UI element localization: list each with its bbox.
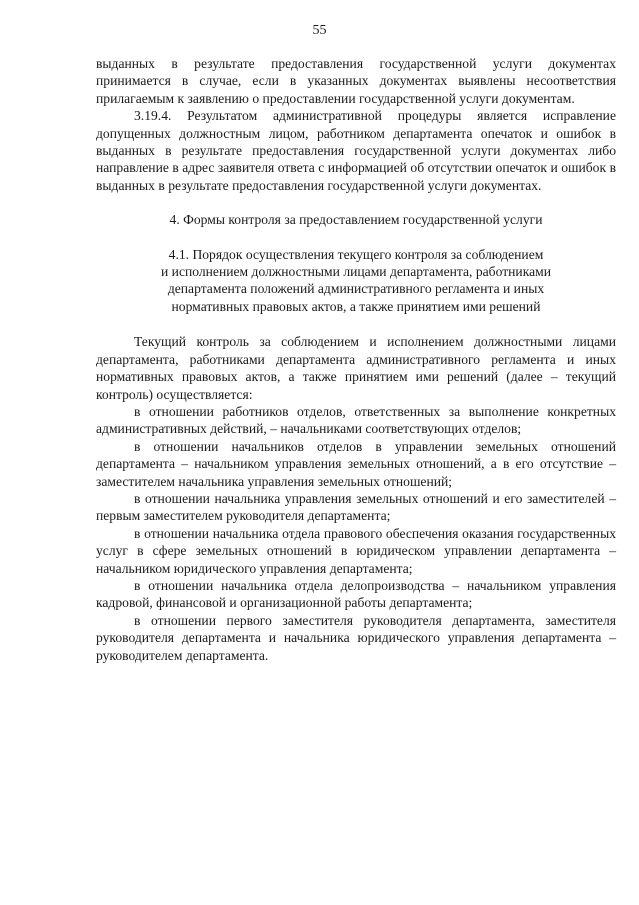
section-heading: 4. Формы контроля за предоставлением государственной услуги: [169, 212, 543, 228]
subsection-heading-line: нормативных правовых актов, а также принятием ими решений: [171, 298, 541, 314]
subsection-heading-line: департамента положений административного регламента и иных: [167, 281, 545, 297]
page-number: 55: [312, 23, 327, 38]
paragraph-continuation: выданных в результате предоставления государственной услуги документах принимается в случае, если в указанных документах выявлены несоответствия прилагаемым к заявлению о предоставлении государственной услуги документам.: [96, 56, 616, 106]
subsection-heading: [96, 246, 616, 316]
control-list-item: в отношении работников отделов, ответственных за выполнение конкретных административных действий, – начальниками соответствующих отделов;: [96, 403, 616, 437]
subsection-heading-line: 4.1. Порядок осуществления текущего контроля за соблюдением: [168, 246, 544, 262]
subsection-heading-line: и исполнением должностными лицами департамента, работниками: [161, 264, 551, 280]
control-list-item: в отношении первого заместителя руководителя департамента, заместителя руководителя департамента и начальника юридического управления департамента – руководителем департамента.: [96, 612, 616, 663]
control-intro-paragraph: Текущий контроль за соблюдением и исполнением должностными лицами департамента, работниками департамента административного регламента и иных нормативных правовых актов, а также принятием ими решений (далее – текущий контроль) осуществляется:: [96, 334, 616, 402]
control-list-item: в отношении начальника отдела правового обеспечения оказания государственных услуг в сфере земельных отношений в юридическом управлении департамента – начальником юридического управления департамента;: [96, 525, 616, 576]
control-list-item: в отношении начальника управления земельных отношений и его заместителей – первым заместителем руководителя департамента;: [96, 490, 616, 524]
control-list-item: в отношении начальника отдела делопроизводства – начальником управления кадровой, финансовой и организационной работы департамента;: [96, 577, 616, 611]
document-body: [96, 55, 616, 664]
paragraph-3-19-4: 3.19.4. Результатом административной процедуры является исправление допущенных должностным лицом, работником департамента опечаток и ошибок в выданных в результате предоставления государственной услуги документах либо направление в адрес заявителя ответа с информацией об отсутствии опечаток и ошибок в выданных в результате предоставления государственной услуги документах.: [96, 108, 616, 193]
control-list-item: в отношении начальников отделов в управлении земельных отношений департамента – начальником управления земельных отношений, а в его отсутствие – заместителем начальника управления земельных отношений;: [96, 438, 616, 489]
